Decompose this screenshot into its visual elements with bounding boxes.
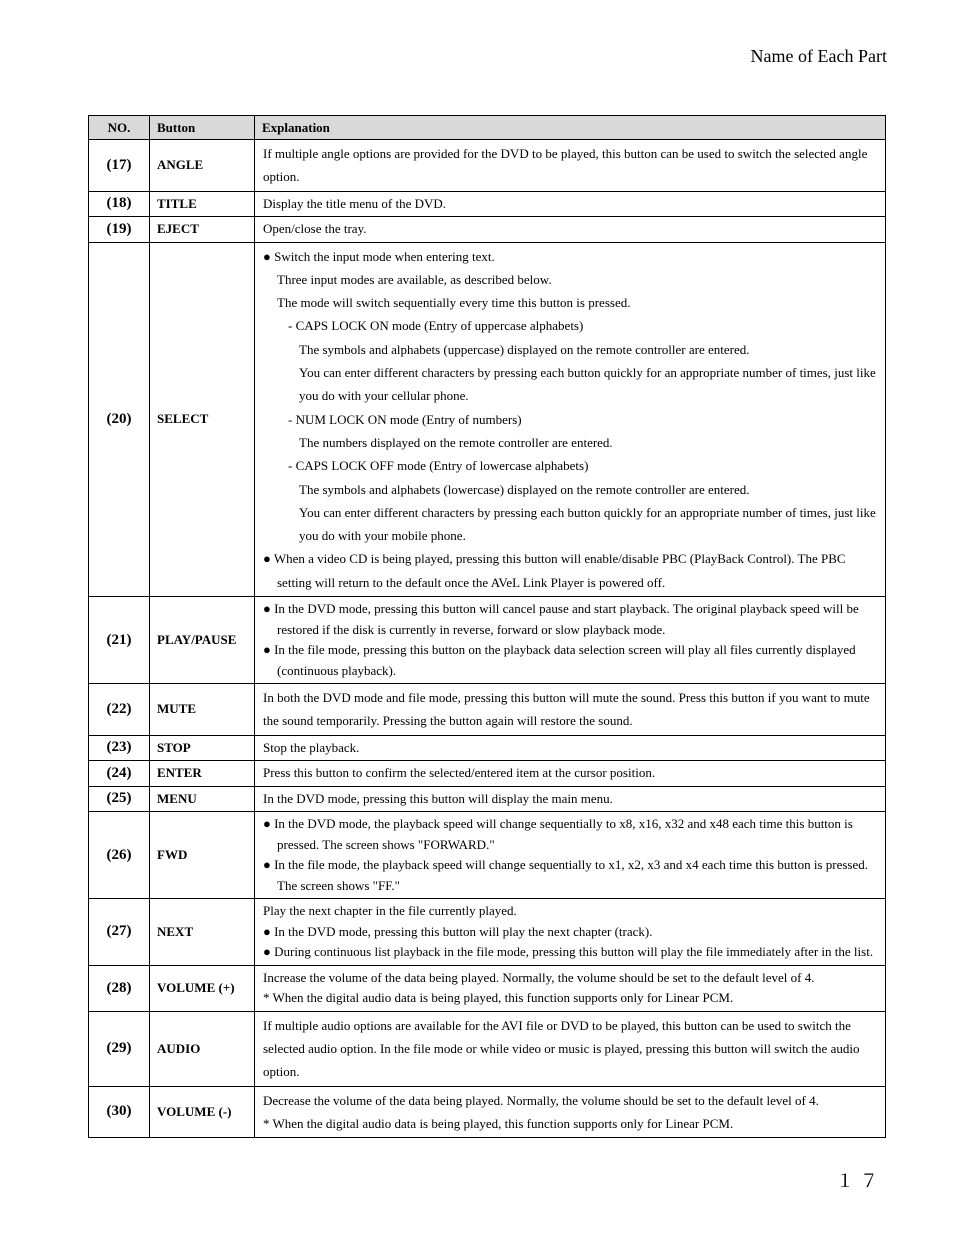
explanation-cell xyxy=(255,191,886,217)
explanation-cell xyxy=(255,786,886,812)
table-row xyxy=(89,191,886,217)
button-name: AUDIO xyxy=(150,1011,255,1086)
explanation-cell xyxy=(255,965,886,1011)
explanation-line: Play the next chapter in the file currently played. xyxy=(263,903,517,919)
explanation-line: The symbols and alphabets (uppercase) displayed on the remote controller are entered. xyxy=(299,341,750,357)
explanation-line: Open/close the tray. xyxy=(263,221,367,237)
button-name: NEXT xyxy=(150,899,255,966)
explanation-line: You can enter different characters by pressing each button quickly for an appropriate number of times, just like you do with your mobile phone. xyxy=(299,504,876,544)
explanation-cell xyxy=(255,140,886,192)
explanation-line: If multiple audio options are available for the AVI file or DVD to be played, this button can be used to switch the selected audio option. In the file mode or while video or music is played, pressing this button will switch the audio option. xyxy=(263,1017,860,1080)
table-row xyxy=(89,735,886,761)
explanation-line: The symbols and alphabets (lowercase) displayed on the remote controller are entered. xyxy=(299,481,750,497)
explanation-line: Display the title menu of the DVD. xyxy=(263,195,447,211)
explanation-line: You can enter different characters by pressing each button quickly for an appropriate number of times, just like you do with your cellular phone. xyxy=(299,365,876,404)
button-name: PLAY/PAUSE xyxy=(150,597,255,684)
page-header-title: Name of Each Part xyxy=(750,46,887,66)
row-number: (18) xyxy=(89,191,150,217)
row-number: (23) xyxy=(89,735,150,761)
explanation-cell xyxy=(255,242,886,596)
button-name: ANGLE xyxy=(150,140,255,192)
table-row xyxy=(89,597,886,684)
explanation-line: Decrease the volume of the data being played. Normally, the volume should be set to the default level of 4. xyxy=(263,1092,819,1108)
row-number: (20) xyxy=(89,242,150,596)
explanation-line: * When the digital audio data is being played, this function supports only for Linear PCM. xyxy=(263,990,734,1006)
explanation-line: ● Switch the input mode when entering text. xyxy=(263,248,495,264)
button-name: VOLUME (-) xyxy=(150,1086,255,1138)
table-row xyxy=(89,1011,886,1086)
table-row xyxy=(89,899,886,966)
row-number: (21) xyxy=(89,597,150,684)
row-number: (29) xyxy=(89,1011,150,1086)
explanation-cell xyxy=(255,1086,886,1138)
table-row xyxy=(89,140,886,192)
column-header-button: Button xyxy=(150,116,255,140)
explanation-cell xyxy=(255,217,886,243)
explanation-line: ● In the file mode, pressing this button on the playback data selection screen will play all files currently displayed (continuous playback). xyxy=(263,642,856,678)
explanation-line: ● During continuous list playback in the file mode, pressing this button will play the file immediately after in the list. xyxy=(263,944,874,960)
button-table xyxy=(88,115,886,1138)
row-number: (24) xyxy=(89,761,150,787)
row-number: (26) xyxy=(89,812,150,899)
row-number: (19) xyxy=(89,217,150,243)
explanation-line: The mode will switch sequentially every time this button is pressed. xyxy=(277,295,631,311)
row-number: (27) xyxy=(89,899,150,966)
table-row xyxy=(89,242,886,596)
button-name: ENTER xyxy=(150,761,255,787)
row-number: (28) xyxy=(89,965,150,1011)
explanation-line: ● When a video CD is being played, pressing this button will enable/disable PBC (PlayBack Control). The PBC setting will return to the default once the AVeL Link Player is powered off. xyxy=(263,551,846,590)
table-row xyxy=(89,786,886,812)
button-name: TITLE xyxy=(150,191,255,217)
explanation-line: If multiple angle options are provided for the DVD to be played, this button can be used to switch the selected angle option. xyxy=(263,146,868,185)
explanation-line: Press this button to confirm the selected/entered item at the cursor position. xyxy=(263,765,656,781)
button-name: EJECT xyxy=(150,217,255,243)
column-header-explanation: Explanation xyxy=(255,116,886,140)
button-name: VOLUME (+) xyxy=(150,965,255,1011)
explanation-cell xyxy=(255,1011,886,1086)
explanation-line: - CAPS LOCK ON mode (Entry of uppercase alphabets) xyxy=(288,318,584,334)
row-number: (17) xyxy=(89,140,150,192)
table-row xyxy=(89,684,886,736)
column-header-no: NO. xyxy=(89,116,150,140)
table-row xyxy=(89,812,886,899)
explanation-line: The numbers displayed on the remote controller are entered. xyxy=(299,434,613,450)
explanation-line: Stop the playback. xyxy=(263,739,360,755)
explanation-line: Increase the volume of the data being played. Normally, the volume should be set to the default level of 4. xyxy=(263,969,815,985)
page-number: １７ xyxy=(836,1171,884,1191)
explanation-cell xyxy=(255,812,886,899)
explanation-cell xyxy=(255,735,886,761)
explanation-line: ● In the file mode, the playback speed will change sequentially to x1, x2, x3 and x4 each time this button is pressed. The screen shows "FF." xyxy=(263,857,868,893)
table-row xyxy=(89,1086,886,1138)
explanation-cell xyxy=(255,597,886,684)
row-number: (30) xyxy=(89,1086,150,1138)
explanation-line: ● In the DVD mode, pressing this button will play the next chapter (track). xyxy=(263,923,653,939)
explanation-line: - NUM LOCK ON mode (Entry of numbers) xyxy=(288,411,522,427)
explanation-cell xyxy=(255,761,886,787)
table-header-row xyxy=(89,116,886,140)
button-name: STOP xyxy=(150,735,255,761)
button-name: SELECT xyxy=(150,242,255,596)
explanation-line: * When the digital audio data is being played, this function supports only for Linear PCM. xyxy=(263,1115,734,1131)
table-row xyxy=(89,217,886,243)
button-name: MENU xyxy=(150,786,255,812)
row-number: (25) xyxy=(89,786,150,812)
explanation-cell xyxy=(255,684,886,736)
row-number: (22) xyxy=(89,684,150,736)
button-name: MUTE xyxy=(150,684,255,736)
explanation-line: ● In the DVD mode, the playback speed will change sequentially to x8, x16, x32 and x48 each time this button is pressed. The screen shows "FORWARD." xyxy=(263,816,853,852)
button-name: FWD xyxy=(150,812,255,899)
explanation-line: In both the DVD mode and file mode, pressing this button will mute the sound. Press this button if you want to mute the sound temporarily. Pressing the button again will restore the sound. xyxy=(263,690,870,729)
explanation-line: In the DVD mode, pressing this button will display the main menu. xyxy=(263,790,613,806)
table-row xyxy=(89,761,886,787)
explanation-line: ● In the DVD mode, pressing this button will cancel pause and start playback. The original playback speed will be restored if the disk is currently in reverse, forward or slow playback mode. xyxy=(263,601,859,637)
explanation-cell xyxy=(255,899,886,966)
explanation-line: - CAPS LOCK OFF mode (Entry of lowercase alphabets) xyxy=(288,458,589,474)
explanation-line: Three input modes are available, as described below. xyxy=(277,271,552,287)
table-row xyxy=(89,965,886,1011)
